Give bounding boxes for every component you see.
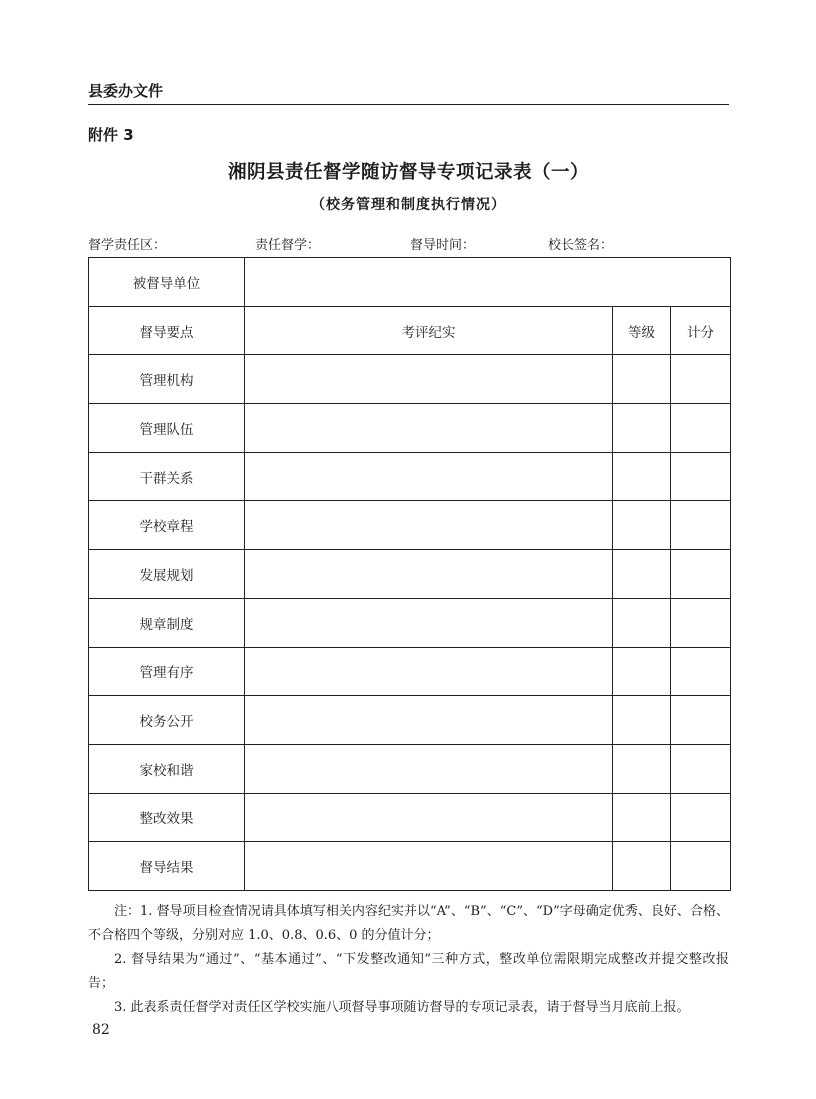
table-row (89, 744, 731, 793)
grade-cell[interactable] (613, 452, 671, 501)
table-row (89, 452, 731, 501)
score-cell[interactable] (671, 744, 731, 793)
evaluation-record-cell[interactable] (245, 550, 613, 599)
header-title: 县委办文件 (88, 82, 164, 100)
grade-cell[interactable] (613, 550, 671, 599)
grade-cell[interactable] (613, 404, 671, 453)
note-2: 2. 督导结果为“通过”、“基本通过”、“下发整改通知”三种方式，整改单位需限期完成整改并提交整改报告； (88, 952, 729, 991)
table-row (89, 355, 731, 404)
item-label-cell: 发展规划 (89, 550, 245, 599)
score-cell[interactable] (671, 355, 731, 404)
evaluation-record-cell[interactable] (245, 404, 613, 453)
table-row (89, 598, 731, 647)
grade-cell[interactable] (613, 501, 671, 550)
item-label-cell: 学校章程 (89, 501, 245, 550)
item-label-cell: 干群关系 (89, 452, 245, 501)
item-label-cell: 督导结果 (89, 842, 245, 891)
inspector-label: 责任督学： (255, 238, 321, 253)
score-cell[interactable] (671, 452, 731, 501)
score-cell[interactable] (671, 647, 731, 696)
column-header: 等级 (613, 306, 671, 355)
table-row (89, 501, 731, 550)
item-label-cell: 管理有序 (89, 647, 245, 696)
evaluation-record-cell[interactable] (245, 744, 613, 793)
document-title: 湘阴县责任督学随访督导专项记录表（一） (227, 162, 589, 183)
grade-cell[interactable] (613, 355, 671, 404)
score-cell[interactable] (671, 696, 731, 745)
evaluation-record-cell[interactable] (245, 696, 613, 745)
item-label-cell: 整改效果 (89, 793, 245, 842)
item-label-cell: 管理队伍 (89, 404, 245, 453)
unit-row (89, 258, 731, 307)
page-number: 82 (92, 1022, 110, 1038)
column-header: 考评纪实 (245, 306, 613, 355)
column-header-row (89, 306, 731, 355)
table-row (89, 647, 731, 696)
score-cell[interactable] (671, 598, 731, 647)
unit-label-cell: 被督导单位 (89, 258, 245, 307)
grade-cell[interactable] (613, 842, 671, 891)
unit-value-cell[interactable] (245, 258, 731, 307)
item-label-cell: 家校和谐 (89, 744, 245, 793)
evaluation-record-cell[interactable] (245, 647, 613, 696)
evaluation-record-cell[interactable] (245, 452, 613, 501)
evaluation-record-cell[interactable] (245, 598, 613, 647)
grade-cell[interactable] (613, 696, 671, 745)
record-table (88, 257, 731, 891)
table-row (89, 696, 731, 745)
note-3: 3. 此表系责任督学对责任区学校实施八项督导事项随访督导的专项记录表，请于督导当月底前上报。 (114, 1000, 690, 1015)
district-label: 督学责任区： (88, 238, 167, 253)
score-cell[interactable] (671, 404, 731, 453)
attachment-label: 附件 3 (88, 126, 134, 144)
grade-cell[interactable] (613, 793, 671, 842)
table-row (89, 842, 731, 891)
grade-cell[interactable] (613, 744, 671, 793)
score-cell[interactable] (671, 501, 731, 550)
column-header: 督导要点 (89, 306, 245, 355)
grade-cell[interactable] (613, 647, 671, 696)
document-subtitle: （校务管理和制度执行情况） (311, 197, 506, 213)
item-label-cell: 管理机构 (89, 355, 245, 404)
score-cell[interactable] (671, 550, 731, 599)
evaluation-record-cell[interactable] (245, 501, 613, 550)
grade-cell[interactable] (613, 598, 671, 647)
table-row (89, 550, 731, 599)
table-row (89, 793, 731, 842)
principal-signature-label: 校长签名： (548, 238, 614, 253)
column-header: 计分 (671, 306, 731, 355)
score-cell[interactable] (671, 842, 731, 891)
header-rule (88, 104, 729, 105)
note-1: 注：1. 督导项目检查情况请具体填写相关内容纪实并以“A”、“B”、“C”、“D”字母确定优秀、良好、合格、不合格四个等级，分别对应 1.0、0.8、0.6、0 的分值计分； (88, 904, 729, 943)
evaluation-record-cell[interactable] (245, 842, 613, 891)
item-label-cell: 规章制度 (89, 598, 245, 647)
time-label: 督导时间： (410, 238, 476, 253)
table-row (89, 404, 731, 453)
evaluation-record-cell[interactable] (245, 793, 613, 842)
notes (88, 900, 729, 1020)
evaluation-record-cell[interactable] (245, 355, 613, 404)
score-cell[interactable] (671, 793, 731, 842)
item-label-cell: 校务公开 (89, 696, 245, 745)
